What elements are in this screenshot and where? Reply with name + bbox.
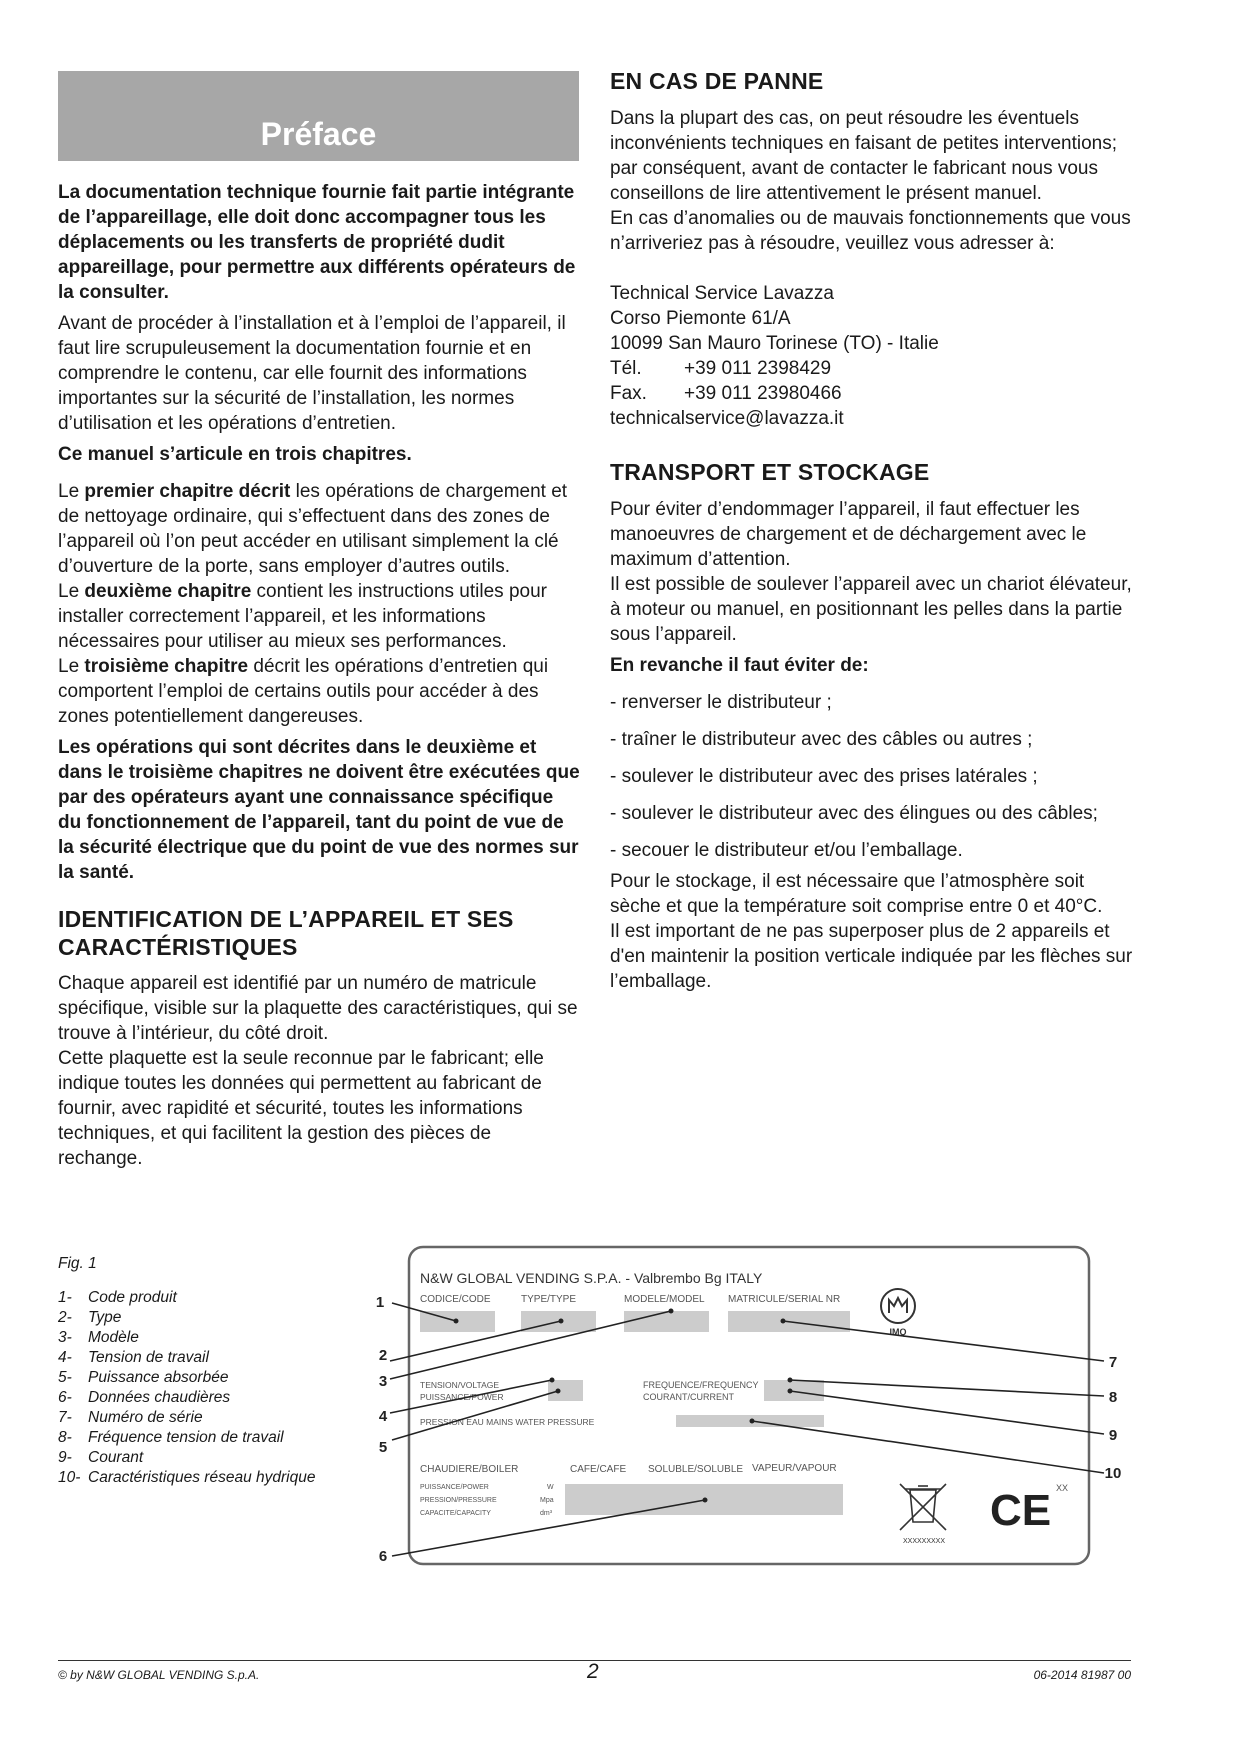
contact-tel: Tél. +39 011 2398429 [610,358,832,379]
contact-name: Technical Service Lavazza [610,283,834,304]
callout-3: 3 [378,1373,388,1390]
plate-label-frequence: FREQUENCE/FREQUENCY [643,1380,759,1390]
avoid-item: - soulever le distributeur avec des prises latérales ; [610,766,1038,787]
unit-dm3: dm³ [540,1510,553,1517]
legend-item: 5- Puissance absorbée [58,1369,229,1386]
preface-paragraph: Avant de procéder à l’installation et à l’emploi de l’appareil, il faut lire scrupuleusement la documentation fournie et en comprendre le contenu, car elle fournit des informations importantes sur la sécurité de l’installation, les normes d’utilisation et les opérations d’entretien. [58,313,566,434]
chapters-heading: Ce manuel s’articule en trois chapitres. [58,444,412,465]
chapter-1-text: Le premier chapitre décrit les opérations de chargement et de nettoyage ordinaire, qui s’effectuent dans des zones de l’appareil où l’on peut accéder en utilisant simplement la clé d’ouverture de la porte, sans employer d’autres outils. [58,481,568,577]
transport-p4: Il est important de ne pas superposer plus de 2 appareils et d'en maintenir la position verticale indiquée par les flèches sur l’emballage. [610,921,1133,992]
plate-field-modele [624,1311,709,1332]
plate-xx: XX [1056,1483,1069,1493]
identification-heading: IDENTIFICATION DE L’APPAREIL ET SES CARACTÉRISTIQUES [58,906,514,960]
weee-code: XXXXXXXXX [902,1538,946,1545]
callout-7: 7 [1108,1354,1118,1371]
plate-label-vapeur: VAPEUR/VAPOUR [752,1463,837,1474]
plate-label-capacity: CAPACITE/CAPACITY [420,1510,491,1517]
plate-label-pression: PRESSION EAU MAINS WATER PRESSURE [420,1417,595,1427]
legend-item: 4- Tension de travail [58,1349,209,1366]
identification-p1: Chaque appareil est identifié par un numéro de matricule spécifique, visible sur la plaquette des caractéristiques, qui se trouve à l’intérieur, du côté droit. [58,973,578,1044]
legend-item: 10- Caractéristiques réseau hydrique [58,1469,316,1486]
callout-5: 5 [378,1439,388,1456]
contact-city: 10099 San Mauro Torinese (TO) - Italie [610,333,939,354]
warning-text: Les opérations qui sont décrites dans le deuxième et dans le troisième chapitres ne doivent être exécutées que par des opérateurs ayant une connaissance spécifique du fonctionnement de l’appareil, tant du point de vue de la sécurité électrique que du point de vue des normes sur la santé. [58,737,580,883]
plate-label-cafe: CAFE/CAFE [570,1464,627,1475]
plate-label-type: TYPE/TYPE [521,1294,577,1305]
legend-item: 1- Code produit [58,1289,177,1306]
plate-label-chaudiere: CHAUDIERE/BOILER [420,1464,519,1475]
imq-label: IMQ [889,1327,907,1337]
transport-p1: Pour éviter d’endommager l’appareil, il faut effectuer les manoeuvres de chargement et de déchargement avec le maximum d’attention. [610,499,1087,570]
avoid-item: - soulever le distributeur avec des élingues ou des câbles; [610,803,1098,824]
plate-label-puissance: PUISSANCE/POWER [420,1392,504,1402]
plate-label-power: PUISSANCE/POWER [420,1484,489,1491]
callout-1: 1 [375,1294,385,1311]
callout-10: 10 [1104,1465,1122,1482]
legend-item: 3- Modèle [58,1329,139,1346]
plate-field-frequence [764,1380,824,1401]
plate-label-codice: CODICE/CODE [420,1294,491,1305]
callout-6: 6 [378,1548,388,1565]
footer-code: 06-2014 81987 00 [1033,1668,1131,1682]
preface-intro: La documentation technique fournie fait partie intégrante de l’appareillage, elle doit donc accompagner tous les déplacements ou les transferts de propriété dudit appareillage, pour permettre aux différents opérateurs de la consulter. [58,182,576,303]
panne-p2: En cas d’anomalies ou de mauvais fonctionnements que vous n’arriveriez pas à résoudre, veuillez vous adresser à: [610,208,1131,254]
contact-email[interactable]: technicalservice@lavazza.it [610,408,844,429]
legend-item: 8- Fréquence tension de travail [58,1429,284,1446]
unit-w: W [547,1484,554,1491]
footer-copyright: © by N&W GLOBAL VENDING S.p.A. [58,1668,260,1682]
legend-item: 7- Numéro de série [58,1409,203,1426]
legend-item: 2- Type [58,1309,122,1326]
plate-label-modele: MODELE/MODEL [624,1294,705,1305]
plate-label-courant: COURANT/CURRENT [643,1392,734,1402]
avoid-item: - traîner le distributeur avec des câbles ou autres ; [610,729,1033,750]
avoid-heading: En revanche il faut éviter de: [610,655,869,676]
legend-item: 6- Données chaudières [58,1389,231,1406]
avoid-item: - secouer le distributeur et/ou l’emballage. [610,840,963,861]
panne-heading: EN CAS DE PANNE [610,68,824,94]
panne-p1: Dans la plupart des cas, on peut résoudre les éventuels inconvénients techniques en faisant de petites interventions; par conséquent, avant de contacter le fabricant nous vous conseillons de lire attentivement le présent manuel. [610,108,1117,204]
ce-mark-icon: CE [990,1486,1052,1535]
contact-street: Corso Piemonte 61/A [610,308,791,329]
plate-label-matricule: MATRICULE/SERIAL NR [728,1294,841,1305]
chapter-3-text: Le troisième chapitre décrit les opérations d’entretien qui comportent l’emploi de certains outils pour accéder à des zones potentiellement dangereuses. [58,656,549,727]
plate-label-tension: TENSION/VOLTAGE [420,1380,500,1390]
page-number: 2 [587,1660,599,1683]
figure-caption: Fig. 1 [58,1255,97,1272]
plate-field-tension [548,1380,583,1401]
legend-item: 9- Courant [58,1449,144,1466]
callout-2: 2 [378,1347,388,1364]
callout-4: 4 [378,1408,388,1425]
preface-title: Préface [260,116,377,152]
plate-label-soluble: SOLUBLE/SOLUBLE [648,1464,744,1475]
transport-p3: Pour le stockage, il est nécessaire que l’atmosphère soit sèche et que la température soit comprise entre 0 et 40°C. [610,871,1103,917]
callout-8: 8 [1108,1389,1118,1406]
unit-mpa: Mpa [540,1497,554,1504]
transport-heading: TRANSPORT ET STOCKAGE [610,459,930,485]
chapter-2-text: Le deuxième chapitre contient les instructions utiles pour installer correctement l’appareil, et les informations nécessaires pour utiliser au mieux ses performances. [58,581,547,652]
transport-p2: Il est possible de soulever l’appareil avec un chariot élévateur, à moteur ou manuel, en positionnant les pelles dans la partie sous l’appareil. [610,574,1132,645]
avoid-item: - renverser le distributeur ; [610,692,832,713]
identification-p2: Cette plaquette est la seule reconnue par le fabricant; elle indique toutes les données qui permettent au fabricant de fournir, avec rapidité et sécurité, toutes les informations techniques, et qui facilitent la gestion des pièces de rechange. [58,1048,544,1169]
plate-label-pressure: PRESSION/PRESSURE [420,1497,497,1504]
contact-fax: Fax. +39 011 23980466 [610,383,842,404]
callout-9: 9 [1108,1427,1118,1444]
plate-header: N&W GLOBAL VENDING S.P.A. - Valbrembo Bg ITALY [420,1270,763,1286]
